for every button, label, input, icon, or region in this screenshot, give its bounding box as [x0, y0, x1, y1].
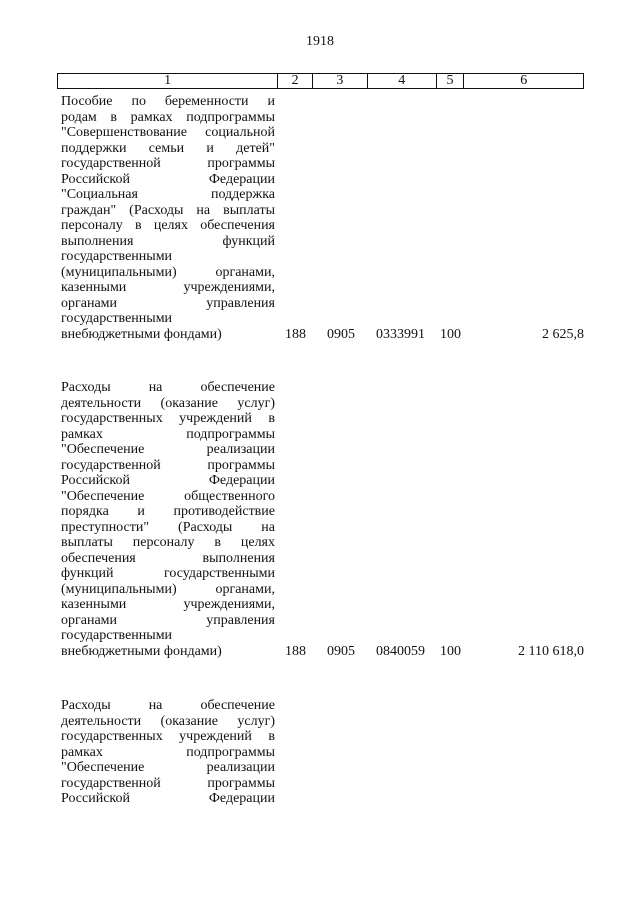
row-description [61, 380, 275, 659]
row-values [61, 327, 584, 343]
row-description [61, 94, 275, 342]
page-number: 1918 [306, 34, 334, 49]
description-line: государственными [61, 628, 173, 643]
description-line: "Совершенствование социальной [61, 125, 275, 140]
table-header [57, 73, 584, 89]
description-line: государственными [61, 311, 173, 326]
description-line: внебюджетными фондами) [61, 643, 222, 659]
description-line: преступности" (Расходы на [61, 519, 275, 535]
expense-type-code: 100 [440, 326, 461, 342]
table-row [61, 380, 584, 659]
description-line: казенными учреждениями, [61, 280, 275, 295]
description-line: выплаты персоналу в целях [61, 535, 275, 550]
chapter-code: 188 [285, 326, 306, 342]
column-header-1: 1 [58, 74, 278, 88]
column-header-6: 6 [520, 73, 528, 88]
amount: 2 625,8 [542, 326, 584, 342]
description-line: казенными учреждениями, [61, 597, 275, 612]
description-line: государственных учреждений в [61, 411, 275, 426]
description-line: деятельности (оказание услуг) [61, 395, 275, 411]
description-line: Российской Федерации [61, 171, 275, 187]
section-code: 0905 [327, 326, 355, 342]
description-line: "Социальная поддержка [61, 187, 275, 202]
description-line: порядка и противодействие [61, 504, 275, 519]
description-line: граждан" (Расходы на выплаты [61, 202, 275, 218]
description-line: Расходы на обеспечение [61, 380, 275, 395]
column-header-2: 2 [278, 74, 313, 88]
column-header-5: 5 [437, 74, 465, 88]
description-line: (муниципальными) органами, [61, 581, 275, 597]
section-code: 0905 [327, 643, 355, 659]
description-line: родам в рамках подпрограммы [61, 109, 275, 125]
row-description [61, 698, 275, 807]
description-line: (муниципальными) органами, [61, 264, 275, 280]
description-line: государственной программы [61, 457, 275, 473]
description-line: "Обеспечение общественного [61, 488, 275, 504]
chapter-code: 188 [285, 643, 306, 659]
description-line: "Обеспечение реализации [61, 760, 275, 775]
description-line: поддержки семьи и детей" [61, 140, 275, 156]
description-line: рамках подпрограммы [61, 744, 275, 760]
description-line: государственными [61, 249, 173, 264]
column-header-4: 4 [368, 74, 437, 88]
description-line: "Обеспечение реализации [61, 442, 275, 457]
description-line: обеспечения выполнения [61, 550, 275, 566]
description-line: Российской Федерации [61, 791, 275, 806]
amount: 2 110 618,0 [518, 643, 584, 659]
description-line: внебюджетными фондами) [61, 326, 222, 342]
description-line: функций государственными [61, 566, 275, 581]
description-line: Расходы на обеспечение [61, 698, 275, 713]
table-row [61, 698, 584, 807]
description-line: государственной программы [61, 775, 275, 791]
column-header-3: 3 [313, 74, 368, 88]
description-line: Пособие по беременности и [61, 94, 275, 109]
expense-type-code: 100 [440, 643, 461, 659]
description-line: деятельности (оказание услуг) [61, 713, 275, 729]
description-line: персоналу в целях обеспечения [61, 218, 275, 233]
description-line: государственной программы [61, 156, 275, 171]
description-line: органами управления [61, 295, 275, 311]
description-line: Российской Федерации [61, 473, 275, 488]
description-line: рамках подпрограммы [61, 426, 275, 442]
description-line: государственных учреждений в [61, 729, 275, 744]
target-article-code: 0333991 [376, 326, 425, 342]
table-row [61, 94, 584, 342]
target-article-code: 0840059 [376, 643, 425, 659]
description-line: органами управления [61, 612, 275, 628]
row-values [61, 644, 584, 660]
description-line: выполнения функций [61, 233, 275, 249]
